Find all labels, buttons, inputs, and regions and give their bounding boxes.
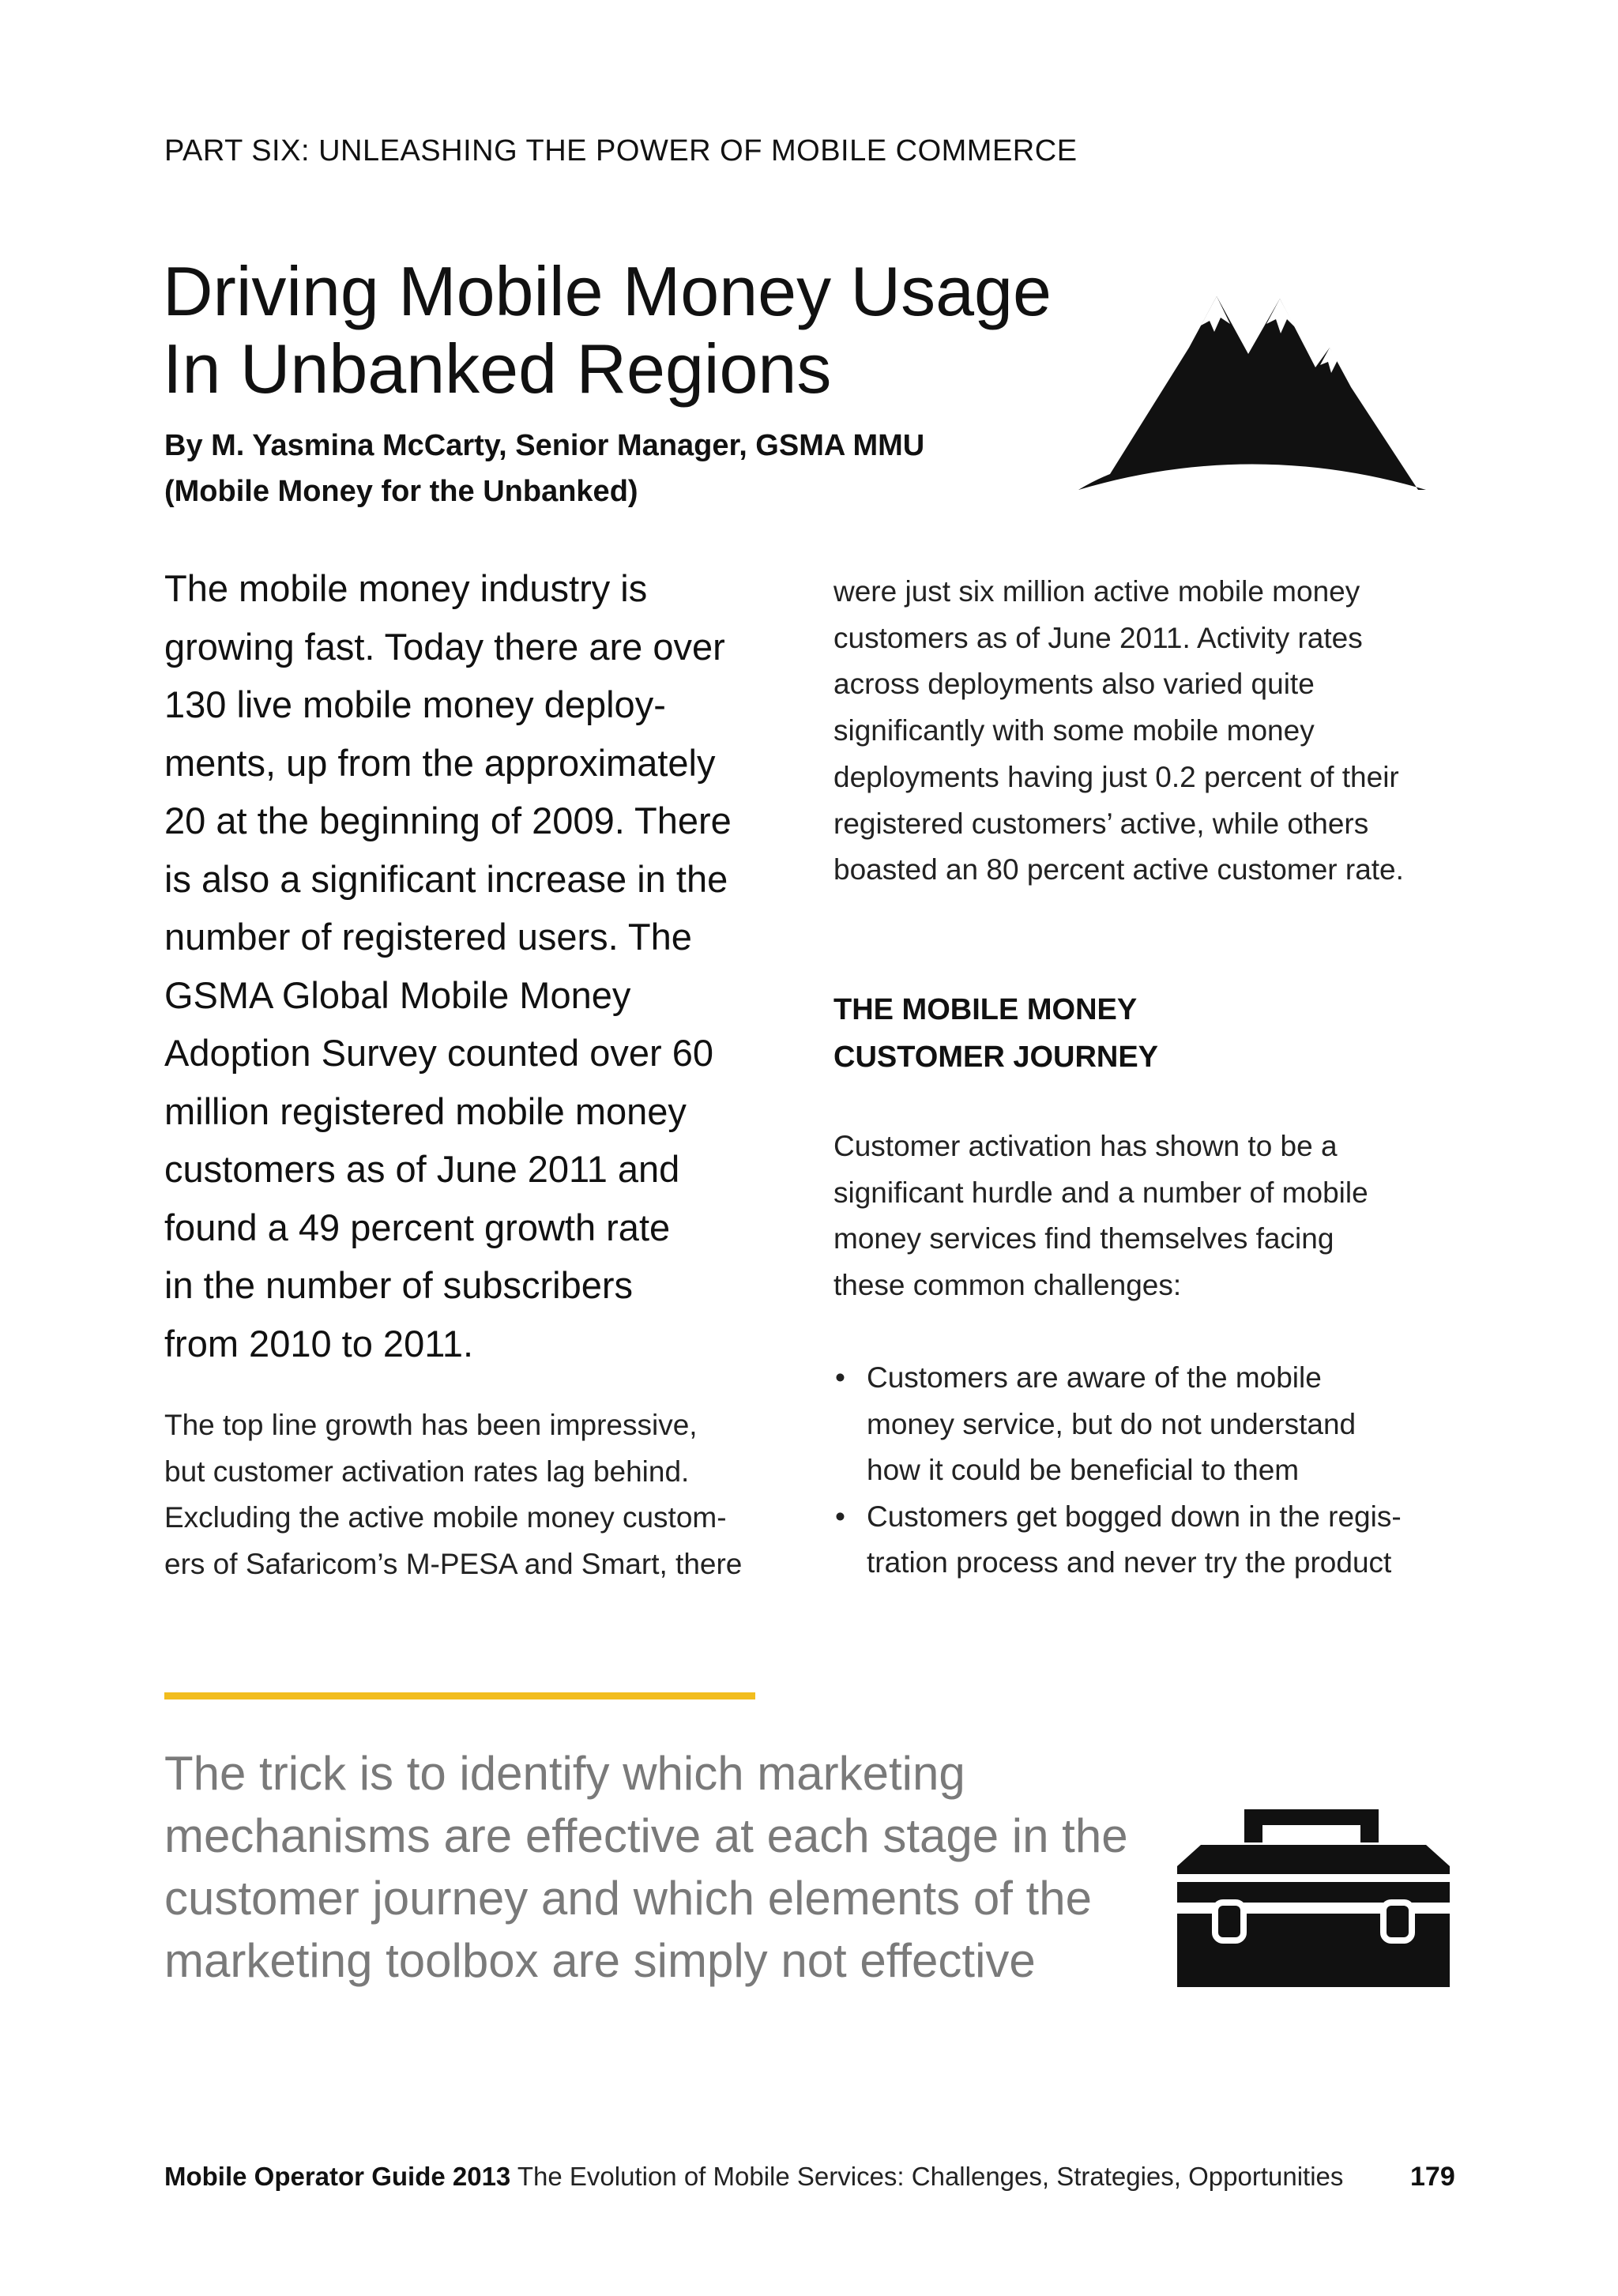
lead-line: 130 live mobile money deploy- bbox=[164, 683, 666, 725]
lead-line: number of registered users. The bbox=[164, 916, 692, 958]
section-kicker: PART SIX: UNLEASHING THE POWER OF MOBILE COMMERCE bbox=[164, 134, 1078, 167]
lead-paragraph bbox=[164, 559, 812, 1372]
lead-line: The mobile money industry is bbox=[164, 567, 648, 609]
pull-quote-line: mechanisms are effective at each stage in the bbox=[164, 1809, 1128, 1862]
lead-line: in the number of subscribers bbox=[164, 1264, 634, 1306]
lead-line: customers as of June 2011 and bbox=[164, 1148, 680, 1190]
lead-line: million registered mobile money bbox=[164, 1090, 687, 1132]
accent-rule bbox=[164, 1692, 755, 1699]
body-line: deployments having just 0.2 percent of their bbox=[833, 760, 1399, 793]
bullet-marker: • bbox=[835, 1500, 845, 1533]
toolbox-icon bbox=[1177, 1809, 1450, 1987]
body-line: across deployments also varied quite bbox=[833, 668, 1315, 701]
page-footer bbox=[164, 2162, 1343, 2192]
list-item-line: Customers are aware of the mobile bbox=[867, 1361, 1322, 1394]
page-number: 179 bbox=[1410, 2162, 1455, 2192]
list-item bbox=[833, 1494, 1497, 1586]
heading-line: CUSTOMER JOURNEY bbox=[833, 1041, 1159, 1074]
list-item-line: money service, but do not understand bbox=[867, 1407, 1356, 1440]
pull-quote bbox=[164, 1742, 1152, 1992]
section-heading bbox=[833, 986, 1158, 1081]
body-line: significantly with some mobile money bbox=[833, 714, 1315, 747]
pull-quote-line: customer journey and which elements of the bbox=[164, 1872, 1092, 1925]
title-line: In Unbanked Regions bbox=[163, 329, 832, 408]
heading-line: THE MOBILE MONEY bbox=[833, 993, 1138, 1026]
body-line: The top line growth has been impressive, bbox=[164, 1409, 698, 1441]
body-line: ers of Safaricom’s M-PESA and Smart, there bbox=[164, 1547, 743, 1580]
body-line: but customer activation rates lag behind. bbox=[164, 1455, 690, 1488]
body-line: registered customers’ active, while others bbox=[833, 807, 1369, 840]
lead-line: ments, up from the approximately bbox=[164, 741, 716, 784]
list-item-line: how it could be beneficial to them bbox=[867, 1454, 1300, 1486]
list-item-line: Customers get bogged down in the regis- bbox=[867, 1500, 1402, 1533]
footer-subtitle: The Evolution of Mobile Services: Challenges, Strategies, Opportunities bbox=[517, 2162, 1344, 2191]
bullet-marker: • bbox=[835, 1361, 845, 1394]
body-line: Excluding the active mobile money custom- bbox=[164, 1501, 727, 1534]
footer-brand: Mobile Operator Guide 2013 bbox=[164, 2162, 511, 2191]
body-line: boasted an 80 percent active customer rate. bbox=[833, 853, 1404, 886]
lead-line: from 2010 to 2011. bbox=[164, 1322, 474, 1364]
lead-line: 20 at the beginning of 2009. There bbox=[164, 800, 732, 841]
byline-line: (Mobile Money for the Unbanked) bbox=[164, 475, 638, 508]
mountain-icon bbox=[1078, 261, 1426, 498]
title-line: Driving Mobile Money Usage bbox=[163, 252, 1052, 330]
list-item-line: tration process and never try the product bbox=[867, 1546, 1392, 1579]
body-line: money services find themselves facing bbox=[833, 1222, 1334, 1255]
body-line: these common challenges: bbox=[833, 1268, 1182, 1301]
body-line: Customer activation has shown to be a bbox=[833, 1130, 1338, 1162]
body-line: customers as of June 2011. Activity rates bbox=[833, 621, 1363, 654]
body-line: were just six million active mobile money bbox=[833, 575, 1360, 608]
right-body-paragraph bbox=[833, 569, 1481, 894]
article-title bbox=[163, 253, 1111, 408]
journey-paragraph bbox=[833, 1124, 1481, 1308]
left-body-paragraph bbox=[164, 1402, 812, 1587]
author-byline bbox=[164, 423, 1033, 514]
list-item bbox=[833, 1355, 1497, 1494]
lead-line: growing fast. Today there are over bbox=[164, 625, 725, 668]
lead-line: is also a significant increase in the bbox=[164, 857, 728, 900]
pull-quote-line: marketing toolbox are simply not effective bbox=[164, 1934, 1036, 1987]
lead-line: GSMA Global Mobile Money bbox=[164, 973, 631, 1016]
pull-quote-line: The trick is to identify which marketing bbox=[164, 1747, 965, 1800]
lead-line: found a 49 percent growth rate bbox=[164, 1206, 671, 1248]
body-line: significant hurdle and a number of mobile bbox=[833, 1176, 1368, 1209]
lead-line: Adoption Survey counted over 60 bbox=[164, 1032, 714, 1074]
challenge-list bbox=[833, 1355, 1497, 1586]
byline-line: By M. Yasmina McCarty, Senior Manager, GSMA MMU bbox=[164, 429, 925, 462]
